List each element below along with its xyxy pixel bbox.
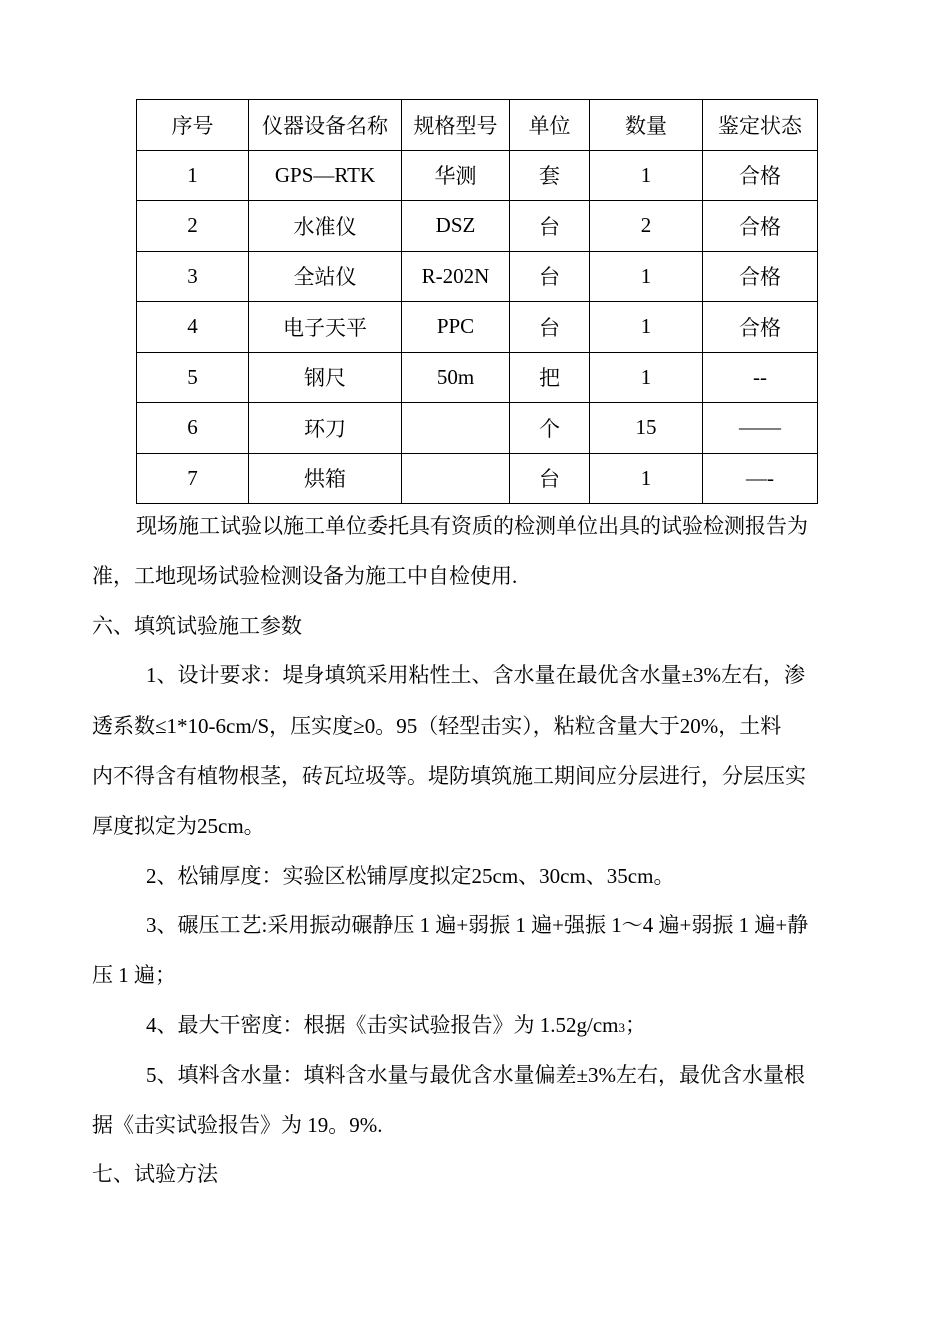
table-cell: 台 xyxy=(510,453,590,504)
table-cell: —- xyxy=(703,453,818,504)
table-cell: 7 xyxy=(137,453,249,504)
section-heading: 六、填筑试验施工参数 xyxy=(92,614,302,638)
table-cell: PPC xyxy=(402,302,510,353)
header-cell: 鉴定状态 xyxy=(703,100,818,151)
table-cell: R-202N xyxy=(402,251,510,302)
table-row xyxy=(137,150,818,201)
table-row xyxy=(137,251,818,302)
table-cell: 合格 xyxy=(703,302,818,353)
table-cell: 水准仪 xyxy=(249,201,402,252)
paragraph-line xyxy=(146,1015,646,1036)
header-cell: 规格型号 xyxy=(402,100,510,151)
header-cell: 单位 xyxy=(510,100,590,151)
paragraph-line: 据《击实试验报告》为 19。9%. xyxy=(92,1113,383,1137)
table-row xyxy=(137,302,818,353)
table-row xyxy=(137,352,818,403)
table-cell: 合格 xyxy=(703,251,818,302)
table-cell: 3 xyxy=(137,251,249,302)
table-cell: 台 xyxy=(510,302,590,353)
paragraph-line: 内不得含有植物根茎，砖瓦垃圾等。堤防填筑施工期间应分层进行，分层压实 xyxy=(92,764,806,788)
header-cell: 序号 xyxy=(137,100,249,151)
table-cell: 50m xyxy=(402,352,510,403)
table-cell: 台 xyxy=(510,251,590,302)
paragraph-line: 2、松铺厚度：实验区松铺厚度拟定25cm、30cm、35cm。 xyxy=(146,864,675,888)
table-cell: 1 xyxy=(590,302,703,353)
table-cell: 烘箱 xyxy=(249,453,402,504)
table-cell: 环刀 xyxy=(249,403,402,454)
text-run: ； xyxy=(625,1013,646,1037)
table-cell: 合格 xyxy=(703,150,818,201)
table-cell xyxy=(402,453,510,504)
table-cell: 2 xyxy=(590,201,703,252)
paragraph-line: 1、设计要求：堤身填筑采用粘性土、含水量在最优含水量±3%左右，渗 xyxy=(146,663,806,687)
table-cell: 把 xyxy=(510,352,590,403)
table-header-row xyxy=(137,100,818,151)
table-cell: 4 xyxy=(137,302,249,353)
table-cell: 1 xyxy=(137,150,249,201)
table-row xyxy=(137,403,818,454)
table-cell: 合格 xyxy=(703,201,818,252)
table-cell: 15 xyxy=(590,403,703,454)
table-cell: 1 xyxy=(590,352,703,403)
table-cell: 华测 xyxy=(402,150,510,201)
paragraph-line: 准，工地现场试验检测设备为施工中自检使用. xyxy=(92,564,518,588)
table-cell: GPS—RTK xyxy=(249,150,402,201)
table-cell: 1 xyxy=(590,251,703,302)
table-cell: 5 xyxy=(137,352,249,403)
table-cell: 1 xyxy=(590,453,703,504)
table-cell: 钢尺 xyxy=(249,352,402,403)
table-cell: 6 xyxy=(137,403,249,454)
table-cell: 2 xyxy=(137,201,249,252)
table-cell: 台 xyxy=(510,201,590,252)
table-cell: DSZ xyxy=(402,201,510,252)
table-cell: -- xyxy=(703,352,818,403)
paragraph-line: 压 1 遍； xyxy=(92,963,176,987)
table-cell: —— xyxy=(703,403,818,454)
paragraph-line: 现场施工试验以施工单位委托具有资质的检测单位出具的试验检测报告为 xyxy=(136,514,808,538)
paragraph-line: 厚度拟定为25cm。 xyxy=(92,814,265,838)
table-cell: 1 xyxy=(590,150,703,201)
table-row xyxy=(137,453,818,504)
paragraph-line: 5、填料含水量：填料含水量与最优含水量偏差±3%左右，最优含水量根 xyxy=(146,1063,806,1087)
table-cell: 个 xyxy=(510,403,590,454)
paragraph-line: 透系数≤1*10-6cm/S，压实度≥0。95（轻型击实），粘粒含量大于20%，土料 xyxy=(92,714,782,738)
table-cell xyxy=(402,403,510,454)
header-cell: 数量 xyxy=(590,100,703,151)
table-cell: 套 xyxy=(510,150,590,201)
text-run: 4、最大干密度：根据《击实试验报告》为 1.52g/cm xyxy=(146,1013,619,1037)
paragraph-line: 3、碾压工艺:采用振动碾静压 1 遍+弱振 1 遍+强振 1～4 遍+弱振 1 遍+静 xyxy=(146,913,809,937)
equipment-table xyxy=(136,99,818,504)
header-cell: 仪器设备名称 xyxy=(249,100,402,151)
superscript: 3 xyxy=(618,1020,625,1035)
table-row xyxy=(137,201,818,252)
table-cell: 全站仪 xyxy=(249,251,402,302)
table-cell: 电子天平 xyxy=(249,302,402,353)
section-heading: 七、试验方法 xyxy=(92,1162,218,1186)
